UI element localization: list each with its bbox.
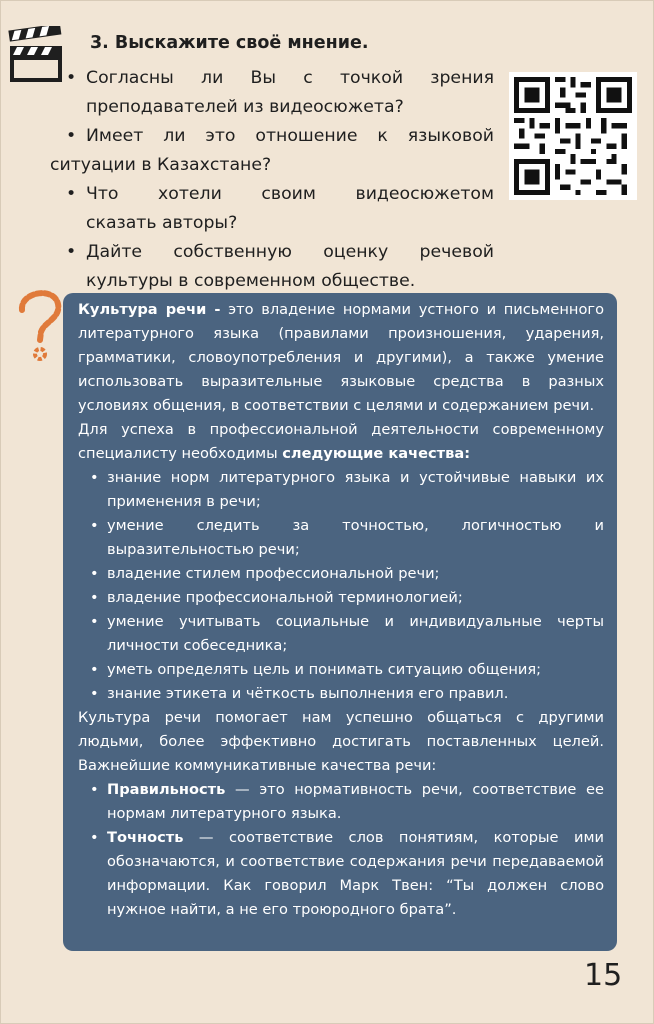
definition-paragraph xyxy=(78,298,604,418)
question-4-line-1: Дайте собственную оценку речевой xyxy=(86,242,494,262)
question-mark-icon xyxy=(14,284,64,364)
question-2-line-2: ситуации в Казахстане? xyxy=(50,155,272,175)
list-item: • уметь определять цель и понимать ситуацию общения; xyxy=(78,658,604,682)
communicative-qualities-list xyxy=(78,778,604,922)
success-bold: следующие качества: xyxy=(282,445,471,462)
list-item: • знание этикета и чёткость выполнения его правил. xyxy=(78,682,604,706)
list-item: • владение профессиональной терминологией; xyxy=(78,586,604,610)
question-1-line-1: Согласны ли Вы с точкой зрения xyxy=(86,68,494,88)
list-item: • умение учитывать социальные и индивидуальные черты личности собеседника; xyxy=(78,610,604,658)
question-2 xyxy=(50,122,494,180)
qualities-list xyxy=(78,466,604,706)
success-paragraph xyxy=(78,418,604,466)
list-item: • владение стилем профессиональной речи; xyxy=(78,562,604,586)
list-item: • умение следить за точностью, логичностью и выразительностью речи; xyxy=(78,514,604,562)
quality-term: Точность xyxy=(107,829,184,846)
quality-text: — это нормативность речи, соответствие ее нормам литературного языка. xyxy=(107,781,604,822)
summary-paragraph: Культура речи помогает нам успешно общаться с другими людьми, более эффективно достигать поставленных целей. Важнейшие коммуникативные качества речи: xyxy=(78,709,604,774)
quality-term: Правильность xyxy=(107,781,226,798)
question-2-line-1: Имеет ли это отношение к языковой xyxy=(86,126,494,146)
list-item: • знание норм литературного языка и устойчивые навыки их применения в речи; xyxy=(78,466,604,514)
list-item xyxy=(78,826,604,922)
question-4 xyxy=(50,238,494,296)
page-number: 15 xyxy=(584,958,623,993)
discussion-questions xyxy=(50,64,494,296)
question-4-line-2: культуры в современном обществе. xyxy=(86,271,416,291)
qr-code xyxy=(509,72,637,200)
speech-culture-panel xyxy=(63,293,617,951)
question-1 xyxy=(50,64,494,122)
question-3-line-1: Что хотели своим видеосюжетом xyxy=(86,184,494,204)
quality-text: — соответствие слов понятиям, которые ими обозначаются, и соответствие содержания речи передаваемой информации. Как говорил Марк Твен: “Ты должен слово нужное найти, а не его троюродного брата”. xyxy=(107,829,604,918)
question-3 xyxy=(50,180,494,238)
list-item xyxy=(78,778,604,826)
definition-text: это владение нормами устного и письменного литературного языка (правилами произношения, ударения, грамматики, словоупотребления и другими), а также умение использовать выразительные языковые средства в разных условиях общения, в соответствии с целями и содержанием речи. xyxy=(78,301,604,414)
panel-content xyxy=(78,298,604,922)
definition-term: Культура речи - xyxy=(78,301,221,318)
question-1-line-2: преподавателей из видеосюжета? xyxy=(86,97,404,117)
section-heading: 3. Выскажите своё мнение. xyxy=(90,33,369,53)
question-3-line-2: сказать авторы? xyxy=(86,213,238,233)
success-intro: Для успеха в профессиональной деятельности современному специалисту необходимы xyxy=(78,421,604,462)
